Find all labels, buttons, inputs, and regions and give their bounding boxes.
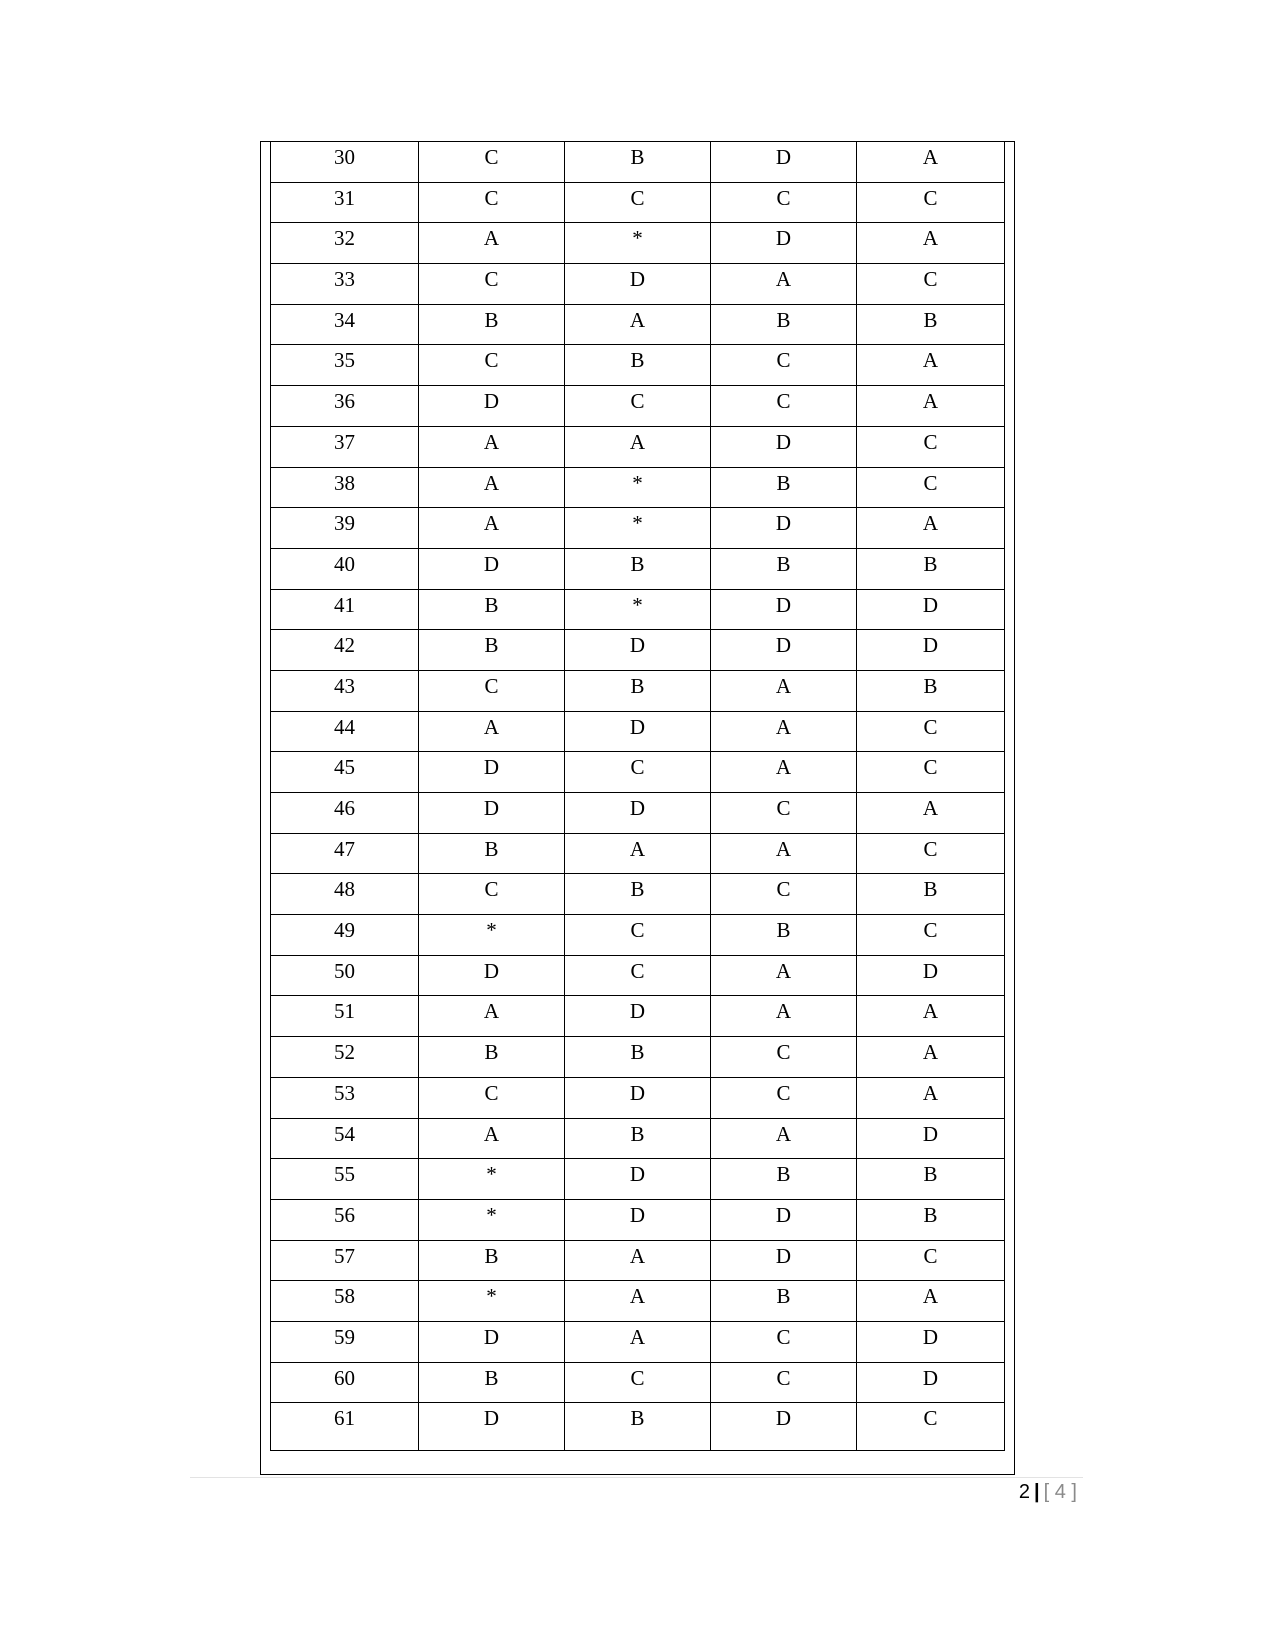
answer-col-1-cell: C bbox=[419, 142, 565, 183]
answer-col-3-cell: C bbox=[711, 386, 857, 427]
answer-col-3-cell: B bbox=[711, 467, 857, 508]
question-number-cell: 49 bbox=[271, 915, 419, 956]
answer-col-1-cell: D bbox=[419, 955, 565, 996]
answer-col-3-cell: C bbox=[711, 874, 857, 915]
question-number-cell: 42 bbox=[271, 630, 419, 671]
answer-col-3-cell: B bbox=[711, 1281, 857, 1322]
answer-col-3-cell: D bbox=[711, 1240, 857, 1281]
page-number-separator: | bbox=[1034, 1481, 1040, 1503]
table-row bbox=[271, 1199, 1005, 1240]
question-number-cell: 55 bbox=[271, 1159, 419, 1200]
table-row bbox=[271, 548, 1005, 589]
question-number-cell: 39 bbox=[271, 508, 419, 549]
table-row bbox=[271, 1403, 1005, 1451]
answer-col-2-cell: B bbox=[565, 874, 711, 915]
answer-col-1-cell: D bbox=[419, 1403, 565, 1451]
answer-col-1-cell: C bbox=[419, 182, 565, 223]
answer-col-4-cell: B bbox=[857, 548, 1005, 589]
answer-col-1-cell: B bbox=[419, 630, 565, 671]
question-number-cell: 41 bbox=[271, 589, 419, 630]
table-row bbox=[271, 996, 1005, 1037]
question-number-cell: 40 bbox=[271, 548, 419, 589]
answer-col-3-cell: D bbox=[711, 1199, 857, 1240]
answer-col-1-cell: B bbox=[419, 589, 565, 630]
question-number-cell: 36 bbox=[271, 386, 419, 427]
answer-col-1-cell: B bbox=[419, 1362, 565, 1403]
answer-col-3-cell: D bbox=[711, 589, 857, 630]
answer-col-1-cell: D bbox=[419, 793, 565, 834]
table-row bbox=[271, 874, 1005, 915]
question-number-cell: 45 bbox=[271, 752, 419, 793]
answer-key-table-body bbox=[271, 142, 1005, 1451]
answer-col-4-cell: B bbox=[857, 1199, 1005, 1240]
answer-col-4-cell: C bbox=[857, 833, 1005, 874]
answer-col-2-cell: * bbox=[565, 589, 711, 630]
question-number-cell: 38 bbox=[271, 467, 419, 508]
answer-col-3-cell: C bbox=[711, 182, 857, 223]
answer-col-2-cell: C bbox=[565, 386, 711, 427]
answer-col-4-cell: B bbox=[857, 304, 1005, 345]
question-number-cell: 53 bbox=[271, 1077, 419, 1118]
table-row bbox=[271, 1321, 1005, 1362]
answer-col-2-cell: C bbox=[565, 915, 711, 956]
answer-col-2-cell: D bbox=[565, 1159, 711, 1200]
answer-col-4-cell: A bbox=[857, 223, 1005, 264]
answer-col-3-cell: A bbox=[711, 264, 857, 305]
question-number-cell: 52 bbox=[271, 1037, 419, 1078]
table-row bbox=[271, 630, 1005, 671]
answer-col-4-cell: B bbox=[857, 670, 1005, 711]
answer-col-2-cell: D bbox=[565, 630, 711, 671]
question-number-cell: 59 bbox=[271, 1321, 419, 1362]
answer-col-3-cell: B bbox=[711, 548, 857, 589]
answer-col-4-cell: A bbox=[857, 142, 1005, 183]
table-row bbox=[271, 1362, 1005, 1403]
answer-col-2-cell: A bbox=[565, 1321, 711, 1362]
answer-col-2-cell: A bbox=[565, 426, 711, 467]
table-row bbox=[271, 955, 1005, 996]
answer-col-2-cell: D bbox=[565, 793, 711, 834]
table-row bbox=[271, 915, 1005, 956]
question-number-cell: 61 bbox=[271, 1403, 419, 1451]
answer-col-3-cell: A bbox=[711, 752, 857, 793]
table-row bbox=[271, 182, 1005, 223]
answer-col-3-cell: C bbox=[711, 1321, 857, 1362]
table-row bbox=[271, 304, 1005, 345]
answer-col-4-cell: A bbox=[857, 996, 1005, 1037]
answer-col-1-cell: A bbox=[419, 996, 565, 1037]
answer-col-4-cell: A bbox=[857, 345, 1005, 386]
table-row bbox=[271, 264, 1005, 305]
answer-col-4-cell: C bbox=[857, 264, 1005, 305]
table-row bbox=[271, 833, 1005, 874]
answer-col-2-cell: D bbox=[565, 1077, 711, 1118]
answer-col-2-cell: A bbox=[565, 833, 711, 874]
answer-col-1-cell: B bbox=[419, 1240, 565, 1281]
answer-col-1-cell: B bbox=[419, 1037, 565, 1078]
question-number-cell: 46 bbox=[271, 793, 419, 834]
answer-col-3-cell: B bbox=[711, 1159, 857, 1200]
answer-col-4-cell: C bbox=[857, 426, 1005, 467]
table-row bbox=[271, 386, 1005, 427]
table-row bbox=[271, 142, 1005, 183]
question-number-cell: 58 bbox=[271, 1281, 419, 1322]
table-row bbox=[271, 508, 1005, 549]
answer-col-3-cell: D bbox=[711, 426, 857, 467]
answer-col-2-cell: A bbox=[565, 1240, 711, 1281]
answer-col-3-cell: A bbox=[711, 955, 857, 996]
question-number-cell: 37 bbox=[271, 426, 419, 467]
table-row bbox=[271, 1118, 1005, 1159]
answer-col-2-cell: A bbox=[565, 1281, 711, 1322]
question-number-cell: 34 bbox=[271, 304, 419, 345]
answer-col-3-cell: A bbox=[711, 1118, 857, 1159]
answer-col-4-cell: D bbox=[857, 955, 1005, 996]
table-row bbox=[271, 589, 1005, 630]
answer-col-2-cell: D bbox=[565, 711, 711, 752]
answer-col-4-cell: A bbox=[857, 1281, 1005, 1322]
answer-col-4-cell: C bbox=[857, 182, 1005, 223]
answer-col-1-cell: C bbox=[419, 670, 565, 711]
table-row bbox=[271, 1037, 1005, 1078]
question-number-cell: 33 bbox=[271, 264, 419, 305]
answer-col-1-cell: A bbox=[419, 1118, 565, 1159]
answer-col-2-cell: * bbox=[565, 223, 711, 264]
answer-col-3-cell: A bbox=[711, 996, 857, 1037]
answer-col-1-cell: C bbox=[419, 874, 565, 915]
answer-col-4-cell: B bbox=[857, 1159, 1005, 1200]
answer-col-2-cell: C bbox=[565, 1362, 711, 1403]
answer-col-4-cell: D bbox=[857, 630, 1005, 671]
answer-col-2-cell: C bbox=[565, 182, 711, 223]
answer-col-2-cell: A bbox=[565, 304, 711, 345]
table-row bbox=[271, 1077, 1005, 1118]
answer-col-3-cell: C bbox=[711, 793, 857, 834]
answer-col-3-cell: B bbox=[711, 304, 857, 345]
answer-col-2-cell: D bbox=[565, 264, 711, 305]
answer-col-2-cell: B bbox=[565, 670, 711, 711]
answer-col-2-cell: B bbox=[565, 142, 711, 183]
page-number-total: [ 4 ] bbox=[1043, 1481, 1077, 1503]
answer-col-3-cell: B bbox=[711, 915, 857, 956]
answer-col-4-cell: B bbox=[857, 874, 1005, 915]
answer-col-2-cell: B bbox=[565, 1037, 711, 1078]
answer-col-3-cell: C bbox=[711, 1077, 857, 1118]
answer-col-2-cell: D bbox=[565, 996, 711, 1037]
answer-col-4-cell: C bbox=[857, 1403, 1005, 1451]
answer-col-4-cell: C bbox=[857, 915, 1005, 956]
answer-col-4-cell: D bbox=[857, 1362, 1005, 1403]
answer-col-2-cell: B bbox=[565, 548, 711, 589]
answer-col-1-cell: D bbox=[419, 386, 565, 427]
answer-col-3-cell: C bbox=[711, 345, 857, 386]
answer-col-3-cell: C bbox=[711, 1037, 857, 1078]
answer-col-4-cell: A bbox=[857, 793, 1005, 834]
table-row bbox=[271, 1281, 1005, 1322]
table-row bbox=[271, 426, 1005, 467]
question-number-cell: 51 bbox=[271, 996, 419, 1037]
question-number-cell: 48 bbox=[271, 874, 419, 915]
answer-col-3-cell: D bbox=[711, 142, 857, 183]
answer-key-table bbox=[270, 141, 1005, 1451]
answer-col-1-cell: * bbox=[419, 1159, 565, 1200]
answer-col-1-cell: C bbox=[419, 1077, 565, 1118]
answer-col-4-cell: A bbox=[857, 508, 1005, 549]
answer-col-1-cell: * bbox=[419, 1199, 565, 1240]
answer-col-2-cell: * bbox=[565, 467, 711, 508]
answer-col-3-cell: A bbox=[711, 670, 857, 711]
answer-col-1-cell: B bbox=[419, 304, 565, 345]
answer-col-3-cell: A bbox=[711, 711, 857, 752]
answer-col-1-cell: * bbox=[419, 915, 565, 956]
answer-col-1-cell: D bbox=[419, 1321, 565, 1362]
answer-col-2-cell: * bbox=[565, 508, 711, 549]
table-row bbox=[271, 1159, 1005, 1200]
table-row bbox=[271, 711, 1005, 752]
page-number-current: 2 bbox=[1018, 1481, 1031, 1503]
answer-col-4-cell: C bbox=[857, 467, 1005, 508]
question-number-cell: 50 bbox=[271, 955, 419, 996]
question-number-cell: 43 bbox=[271, 670, 419, 711]
answer-col-1-cell: * bbox=[419, 1281, 565, 1322]
answer-col-1-cell: A bbox=[419, 467, 565, 508]
answer-col-4-cell: A bbox=[857, 1077, 1005, 1118]
answer-col-1-cell: D bbox=[419, 752, 565, 793]
question-number-cell: 57 bbox=[271, 1240, 419, 1281]
answer-col-4-cell: D bbox=[857, 1321, 1005, 1362]
answer-col-2-cell: C bbox=[565, 752, 711, 793]
page-number bbox=[1019, 1479, 1077, 1505]
answer-col-4-cell: A bbox=[857, 386, 1005, 427]
answer-col-4-cell: A bbox=[857, 1037, 1005, 1078]
answer-col-2-cell: B bbox=[565, 1403, 711, 1451]
table-row bbox=[271, 670, 1005, 711]
table-row bbox=[271, 752, 1005, 793]
answer-col-3-cell: D bbox=[711, 1403, 857, 1451]
answer-col-1-cell: C bbox=[419, 345, 565, 386]
answer-col-1-cell: B bbox=[419, 833, 565, 874]
question-number-cell: 31 bbox=[271, 182, 419, 223]
question-number-cell: 60 bbox=[271, 1362, 419, 1403]
answer-col-3-cell: C bbox=[711, 1362, 857, 1403]
answer-col-2-cell: D bbox=[565, 1199, 711, 1240]
answer-col-4-cell: C bbox=[857, 711, 1005, 752]
answer-col-3-cell: D bbox=[711, 223, 857, 264]
answer-col-4-cell: C bbox=[857, 1240, 1005, 1281]
table-row bbox=[271, 345, 1005, 386]
answer-col-1-cell: D bbox=[419, 548, 565, 589]
answer-col-2-cell: B bbox=[565, 345, 711, 386]
answer-col-1-cell: A bbox=[419, 508, 565, 549]
answer-col-4-cell: D bbox=[857, 1118, 1005, 1159]
answer-col-2-cell: B bbox=[565, 1118, 711, 1159]
table-row bbox=[271, 793, 1005, 834]
table-row bbox=[271, 467, 1005, 508]
question-number-cell: 35 bbox=[271, 345, 419, 386]
answer-col-4-cell: D bbox=[857, 589, 1005, 630]
answer-col-2-cell: C bbox=[565, 955, 711, 996]
footer-divider bbox=[190, 1477, 1083, 1478]
question-number-cell: 44 bbox=[271, 711, 419, 752]
answer-col-3-cell: D bbox=[711, 508, 857, 549]
question-number-cell: 32 bbox=[271, 223, 419, 264]
question-number-cell: 30 bbox=[271, 142, 419, 183]
question-number-cell: 54 bbox=[271, 1118, 419, 1159]
answer-col-1-cell: C bbox=[419, 264, 565, 305]
answer-col-4-cell: C bbox=[857, 752, 1005, 793]
answer-col-1-cell: A bbox=[419, 711, 565, 752]
question-number-cell: 56 bbox=[271, 1199, 419, 1240]
question-number-cell: 47 bbox=[271, 833, 419, 874]
table-row bbox=[271, 223, 1005, 264]
answer-col-3-cell: A bbox=[711, 833, 857, 874]
answer-col-3-cell: D bbox=[711, 630, 857, 671]
table-row bbox=[271, 1240, 1005, 1281]
answer-col-1-cell: A bbox=[419, 223, 565, 264]
answer-col-1-cell: A bbox=[419, 426, 565, 467]
